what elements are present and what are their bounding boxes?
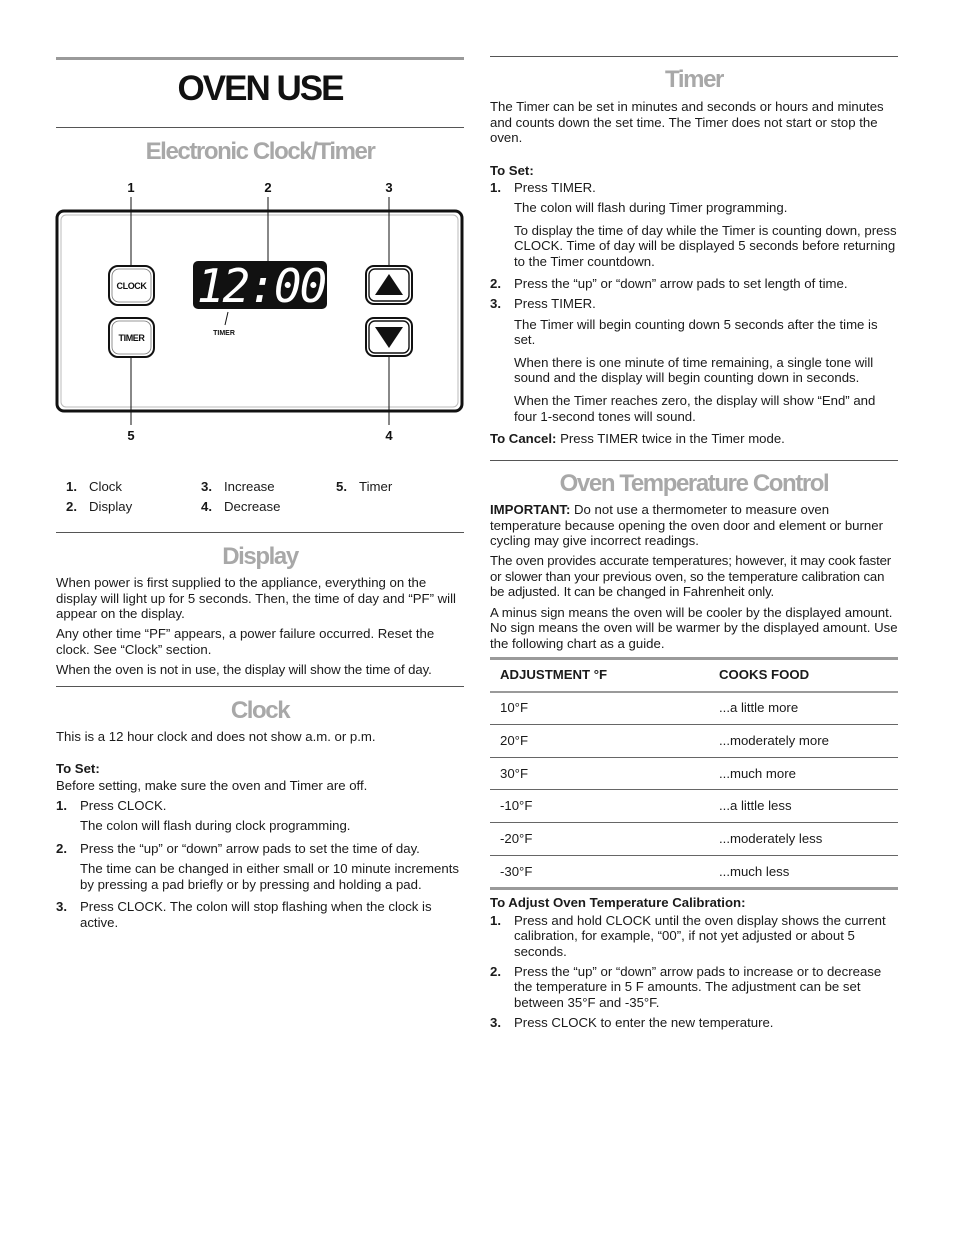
table-cell: -30°F [490,855,709,888]
increase-button[interactable] [366,266,412,304]
clock-step-2: 2. Press the “up” or “down” arrow pads to set the time of day. [56,840,420,856]
timer-step-1-note-2: To display the time of day while the Timer is counting down, press CLOCK. Time of day will be displayed 5 seconds before returning to the Timer countdown. [514,222,897,269]
table-row [490,757,898,790]
rule-otc [490,460,898,461]
decrease-button[interactable] [366,318,412,356]
timer-button[interactable] [109,318,154,357]
callout-1: 1 [127,180,135,195]
clock-step-1: 1. Press CLOCK. [56,798,167,814]
page-title: OVEN USE [177,69,343,108]
clock-step-1-note: The colon will flash during clock programming. [80,818,351,834]
timer-step-1: 1. Press TIMER. [490,179,596,195]
display-body [56,575,464,682]
table-header: ADJUSTMENT °F [490,659,709,692]
table-cell: ...a little more [709,692,898,725]
clock-to-set: To Set: [56,760,100,776]
otc-p3: A minus sign means the oven will be cooler by the displayed amount. No sign means the oven will be warmer by the displayed amount. Use the following chart as a guide. [490,604,898,651]
callout-5: 5 [127,428,135,443]
timer-step-3-note-3: When the Timer reaches zero, the display will show “End” and four 1-second tones will sound. [514,392,876,424]
otc-step-3: 3. Press CLOCK to enter the new temperature. [490,1015,774,1031]
table-cell: ...moderately less [709,823,898,856]
otc-important: IMPORTANT: Do not use a thermometer to measure oven temperature because opening the oven door and element or burner cycling may give incorrect readings. [490,502,883,549]
table-cell: 30°F [490,757,709,790]
table-cell: ...a little less [709,790,898,823]
otc-adjust-heading: To Adjust Oven Temperature Calibration: [490,895,746,910]
clock-button[interactable] [109,266,154,305]
table-row [490,790,898,823]
callout-3: 3 [385,180,393,195]
display-timer-label: TIMER [213,330,235,337]
legend-item: 4. Decrease [201,499,281,514]
display-p2: Any other time “PF” appears, a power failure occurred. Reset the clock. See “Clock” section. [56,626,435,657]
callout-4: 4 [385,428,393,443]
table-row [490,855,898,888]
otc-adjust-body [490,895,898,1035]
clock-button-label: CLOCK [116,281,147,291]
table-row [490,724,898,757]
electronic-heading: Electronic Clock/Timer [145,138,375,165]
table-row [490,823,898,856]
table-cell: ...much less [709,855,898,888]
timer-step-3-note-2: When there is one minute of time remaining, a single tone will sound and the display will begin counting down in seconds. [514,354,874,386]
otc-heading: Oven Temperature Control [559,470,829,497]
rule-timer [490,56,898,57]
timer-step-1-note-1: The colon will flash during Timer programming. [514,199,788,215]
callout-2: 2 [264,180,272,195]
table-cell: -20°F [490,823,709,856]
clock-body [56,729,464,935]
table-header: COOKS FOOD [709,659,898,692]
otc-p2: The oven provides accurate temperatures; however, it may cook faster or slower than your previous oven, so the temperature calibration can be adjusted. It can be changed in Fahrenheit only. [490,553,892,600]
control-panel-diagram [50,175,470,450]
display-p3: When the oven is not in use, the display will show the time of day. [56,661,432,677]
timer-step-3-note-1: The Timer will begin counting down 5 seconds after the time is set. [514,316,878,348]
table-row [490,692,898,725]
clock-step-2-note: The time can be changed in either small or 10 minute increments by pressing a pad briefly or by pressing and holding a pad. [80,861,459,892]
legend-item: 3. Increase [201,479,275,494]
display-digits: 12:00 [196,259,326,313]
display-p1: When power is first supplied to the appliance, everything on the display will light up for 5 seconds. Then, the time of day and “PF” will appear on the display. [56,575,456,622]
rule-display [56,532,464,533]
table-cell: -10°F [490,790,709,823]
clock-intro: This is a 12 hour clock and does not show a.m. or p.m. [56,729,376,744]
timer-intro: The Timer can be set in minutes and seconds or hours and minutes and counts down the set time. The Timer does not start or stop the oven. [490,99,884,146]
display-heading: Display [222,543,298,570]
adjustment-table [490,657,898,890]
legend-item: 2. Display [66,499,133,514]
timer-body [490,99,898,451]
otc-step-1: 1. Press and hold CLOCK until the oven display shows the current calibration, for example, “00”, if not yet adjusted or about 5 seconds. [490,912,886,959]
timer-button-label: TIMER [118,333,145,343]
timer-heading: Timer [665,66,723,93]
table-cell: 20°F [490,724,709,757]
otc-step-2: 2. Press the “up” or “down” arrow pads to increase or to decrease the temperature in 5 F amounts. The adjustment can be set between 35°F and -35°F. [490,963,882,1011]
table-cell: ...moderately more [709,724,898,757]
timer-to-set: To Set: [490,162,534,178]
timer-step-3: 3. Press TIMER. [490,296,596,312]
legend-item: 5. Timer [336,479,393,494]
timer-cancel: To Cancel: Press TIMER twice in the Timer mode. [490,431,785,447]
top-rule-left [56,57,464,60]
table-cell: ...much more [709,757,898,790]
table-header-row [490,659,898,692]
clock-before: Before setting, make sure the oven and Timer are off. [56,778,368,794]
legend-item: 1. Clock [66,479,122,494]
clock-heading: Clock [230,697,290,724]
timer-step-2: 2. Press the “up” or “down” arrow pads to set length of time. [490,276,848,292]
otc-body [490,502,898,656]
table-cell: 10°F [490,692,709,725]
rule-clock [56,686,464,687]
clock-step-3: 3. Press CLOCK. The colon will stop flashing when the clock is active. [56,899,432,930]
rule-electronic [56,127,464,128]
